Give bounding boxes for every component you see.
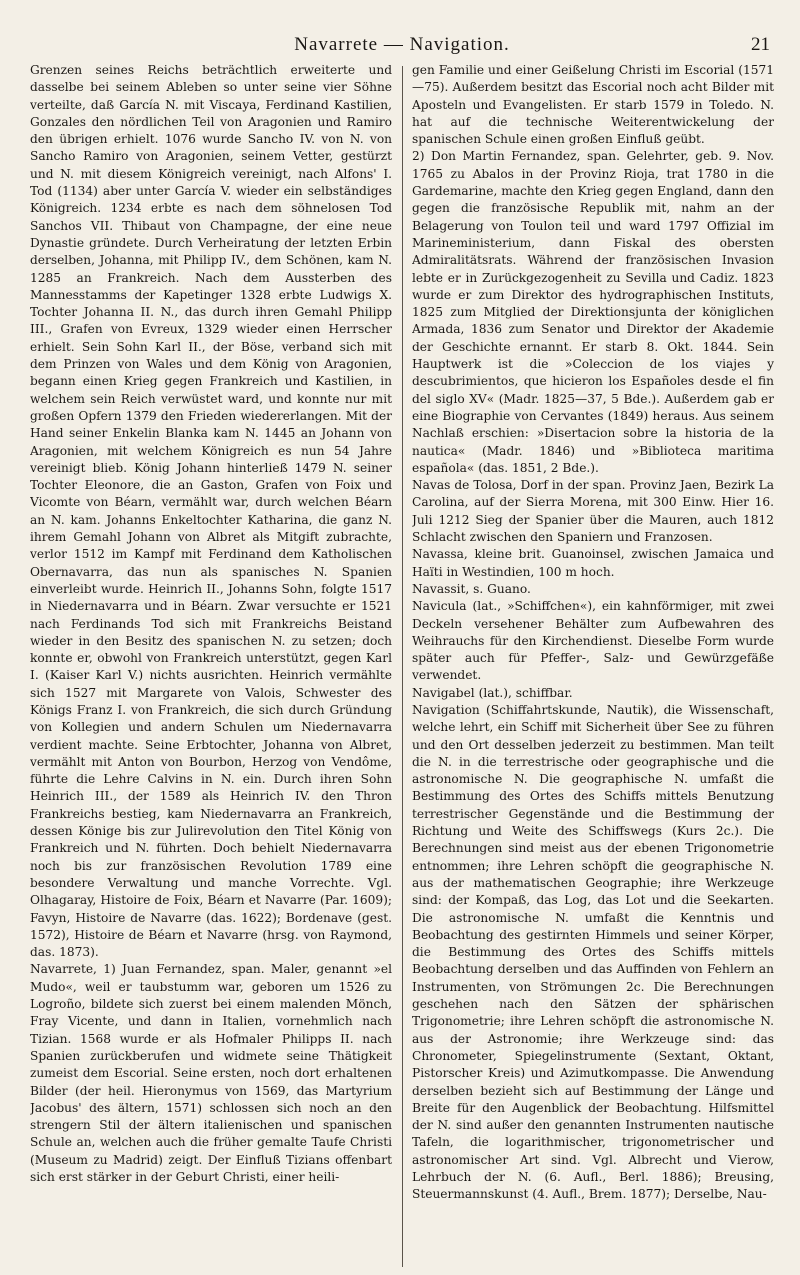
paragraph: Grenzen seines Reichs beträchtlich erweiterte und dasselbe bei seinem Ableben so unter seine vier Söhne verteilte, daß García N. mit Viscaya, Ferdinand Kastilien, Gonzales den nördlichen Teil von Aragonien und Ramiro den übrigen erhielt. 1076 wurde Sancho IV. von N. von Sancho Ramiro von Aragonien, seinem Vetter, gestürzt und N. mit diesem Königreich vereinigt, nach Alfons' I. Tod (1134) aber unter García V. wieder ein selbständiges Königreich. 1234 erbte es nach dem söhnelosen Tod Sanchos VII. Thibaut von Champagne, der eine neue Dynastie gründete. Durch Verheiratung der letzten Erbin derselben, Johanna, mit Philipp IV., dem Schönen, kam N. 1285 an Frankreich. Nach dem Aussterben des Mannesstamms der Kapetinger 1328 erbte Ludwigs X. Tochter Johanna II. N., das durch ihren Gemahl Philipp III., Grafen von Evreux, 1329 wieder einen Herrscher erhielt. Sein Sohn Karl II., der Böse, verband sich mit dem Prinzen von Wales und dem König von Aragonien, begann einen Krieg gegen Frankreich und Kastilien, in welchem sein Reich verwüstet ward, und konnte nur mit großen Opfern 1379 den Frieden wiedererlangen. Mit der Hand seiner Enkelin Blanka kam N. 1445 an Johann von Aragonien, mit welchem Königreich es nun 54 Jahre vereinigt blieb. König Johann hinterließ 1479 N. seiner Tochter Eleonore, die an Gaston, Grafen von Foix und Vicomte von Béarn, vermählt war, durch welchen Béarn an N. kam. Johanns Enkeltochter Katharina, die ganz N. ihrem Gemahl Johann von Albret als Mitgift zubrachte, verlor 1512 im Kampf mit Ferdinand dem Katholischen Obernavarra, das nun als spanisches N. Spanien einverleibt wurde. Heinrich II., Johanns Sohn, folgte 1517 in Niedernavarra und in Béarn. Zwar versuchte er 1521 nach Ferdinands Tod sich mit Frankreichs Beistand wieder in den Besitz des spanischen N. zu setzen; doch konnte er, obwohl von Frankreich unterstützt, gegen Karl I. (Kaiser Karl V.) nichts ausrichten. Heinrich vermählte sich 1527 mit Margarete von Valois, Schwester des Königs Franz I. von Frankreich, die sich durch Gründung von Kollegien und andern Schulen um Niedernavarra verdient machte. Seine Erbtochter, Johanna von Albret, vermählt mit Anton von Bourbon, Herzog von Vendôme, führte die Lehre Calvins in N. ein. Durch ihren Sohn Heinrich III., der 1589 als Heinrich IV. den Thron Frankreichs bestieg, kam Niedernavarra an Frankreich, dessen Könige bis zur Julirevolution den Titel König von Frankreich und N. führten. Doch behielt Niedernavarra noch bis zur französischen Revolution 1789 eine besondere Verwaltung und manche Vorrechte. Vgl. Olhagaray, Histoire de Foix, Béarn et Navarre (Par. 1609); Favyn, Histoire de Navarre (das. 1622); Bordenave (gest. 1572), Histoire de Béarn et Navarre (hrsg. von Raymond, das. 1873). xyxy=(30,63,393,960)
page-number: 21 xyxy=(751,34,770,55)
paragraph: Navassa, kleine brit. Guanoinsel, zwischen Jamaica und Haïti in Westindien, 100 m hoch. xyxy=(412,547,775,579)
paragraph: Navicula (lat., »Schiffchen«), ein kahnförmiger, mit zwei Deckeln versehener Behälter zum Aufbewahren des Weihrauchs für den Kirchendienst. Dieselbe Form wurde später auch für Pfeffer-, Salz- und Gewürzgefäße verwendet. xyxy=(412,599,775,683)
paragraph: Navigabel (lat.), schiffbar. xyxy=(412,685,573,700)
running-title: Navarrete — Navigation. xyxy=(294,34,510,55)
paragraph: gen Familie und einer Geißelung Christi im Escorial (1571—75). Außerdem besitzt das Escorial noch acht Bilder mit Aposteln und Evangelisten. Er starb 1579 in Toledo. N. hat auf die technische Weiterentwickelung der spanischen Schule einen großen Einfluß geübt. xyxy=(412,63,775,147)
right-column xyxy=(412,62,774,1267)
text-columns xyxy=(30,62,774,1267)
column-divider xyxy=(402,66,403,1267)
paragraph: Navassit, s. Guano. xyxy=(412,581,531,596)
page-header xyxy=(30,0,774,62)
paragraph: Navas de Tolosa, Dorf in der span. Provinz Jaen, Bezirk La Carolina, auf der Sierra Morena, mit 300 Einw. Hier 16. Juli 1212 Sieg der Spanier über die Mauren, auch 1812 Schlacht zwischen den Spaniern und Franzosen. xyxy=(412,478,775,545)
paragraph: 2) Don Martin Fernandez, span. Gelehrter, geb. 9. Nov. 1765 zu Abalos in der Provinz Rioja, trat 1780 in die Gardemarine, machte den Krieg gegen England, dann den gegen die französische Republik mit, nahm an der Belagerung von Toulon teil und ward 1797 Offizial im Marineministerium, dann Fiskal des obersten Admiralitätsrats. Während der französischen Invasion lebte er in Zurückgezogenheit zu Sevilla und Cadiz. 1823 wurde er zum Direktor des hydrographischen Instituts, 1825 zum Mitglied der Direktionsjunta der königlichen Armada, 1836 zum Senator und Direktor der Akademie der Geschichte ernannt. Er starb 8. Okt. 1844. Sein Hauptwerk ist die »Coleccion de los viajes y descubrimientos, que hicieron los Españoles desde el fin del siglo XV« (Madr. 1825—37, 5 Bde.). Außerdem gab er eine Biographie von Cervantes (1849) heraus. Aus seinem Nachlaß erschien: »Disertacion sobre la historia de la nautica« (Madr. 1846) und »Biblioteca maritima española« (das. 1851, 2 Bde.). xyxy=(412,149,775,475)
paragraph: Navigation (Schiffahrtskunde, Nautik), die Wissenschaft, welche lehrt, ein Schiff mit Sicherheit über See zu führen und den Ort desselben jederzeit zu bestimmen. Man teilt die N. in die terrestrische oder geographische und die astronomische N. Die geographische N. umfaßt die Bestimmung des Ortes des Schiffs mittels Benutzung terrestrischer Gegenstände und die Bestimmung der Richtung und Weite des Schiffswegs (Kurs 2c.). Die Berechnungen sind meist aus der ebenen Trigonometrie entnommen; ihre Lehren schöpft die geographische N. aus der mathematischen Geographie; ihre Werkzeuge sind: der Kompaß, das Log, das Lot und die Seekarten. Die astronomische N. umfaßt die Kenntnis und Beobachtung des gestirnten Himmels und seiner Körper, die Bestimmung des Ortes des Schiffs mittels Beobachtung derselben und das Auffinden von Fehlern an Instrumenten, von Strömungen 2c. Die Berechnungen geschehen nach den Sätzen der sphärischen Trigonometrie; ihre Lehren schöpft die astronomische N. aus der Astronomie; ihre Werkzeuge sind: das Chronometer, Spiegelinstrumente (Sextant, Oktant, Pistorscher Kreis) und Azimutkompasse. Die Anwendung derselben bezieht sich auf Bestimmung der Länge und Breite für den Augenblick der Beobachtung. Hilfsmittel der N. sind außer den genannten Instrumenten nautische Tafeln, die logarithmischer, trigonometrischer und astronomischer Art sind. Vgl. Albrecht und Vierow, Lehrbuch der N. (6. Aufl., Berl. 1886); Breusing, Steuermannskunst (4. Aufl., Brem. 1877); Derselbe, Nau- xyxy=(412,702,775,1202)
left-column xyxy=(30,62,392,1267)
paragraph: Navarrete, 1) Juan Fernandez, span. Maler, genannt »el Mudo«, weil er taubstumm war, geboren um 1526 zu Logroño, bildete sich zuerst bei einem malenden Mönch, Fray Vicente, und dann in Italien, vornehmlich nach Tizian. 1568 wurde er als Hofmaler Philipps II. nach Spanien zurückberufen und widmete seine Thätigkeit zumeist dem Escorial. Seine ersten, noch dort erhaltenen Bilder (der heil. Hieronymus von 1569, das Martyrium Jacobus' des ältern, 1571) schlossen sich noch an den strengern Stil der ältern italienischen und spanischen Schule an, welchen auch die früher gemalte Taufe Christi (Museum zu Madrid) zeigt. Der Einfluß Tizians offenbart sich erst stärker in der Geburt Christi, einer heili- xyxy=(30,962,393,1184)
